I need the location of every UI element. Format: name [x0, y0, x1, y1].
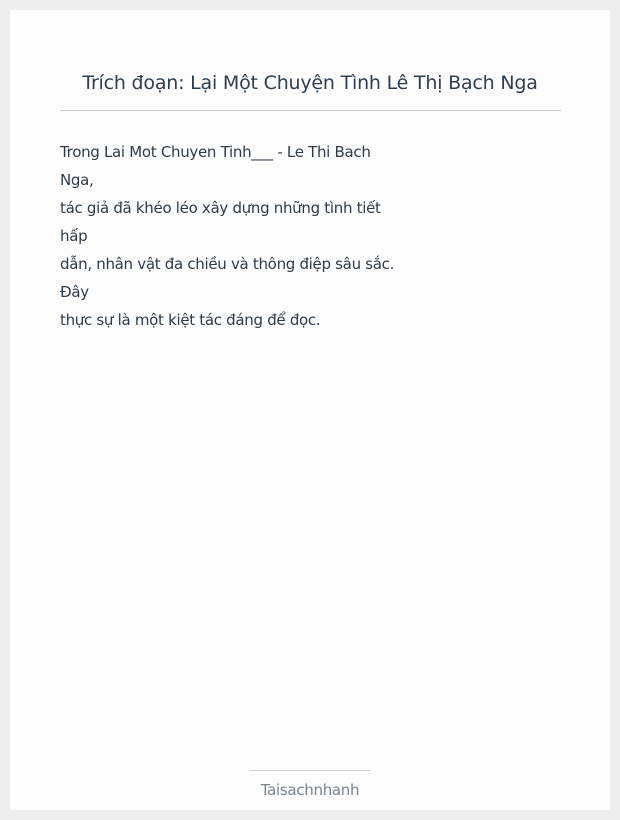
excerpt-line: hấp	[60, 227, 88, 245]
footer-divider	[250, 770, 371, 771]
title-divider	[60, 110, 561, 111]
excerpt-line: thực sự là một kiệt tác đáng để đọc.	[60, 311, 321, 329]
excerpt-line: Trong Lai Mot Chuyen Tinh___ - Le Thi Bach	[60, 143, 371, 161]
document-title: Trích đoạn: Lại Một Chuyện Tình Lê Thị Bạch Nga	[82, 72, 538, 94]
footer-site-name: Taisachnhanh	[260, 781, 360, 799]
excerpt-line: tác giả đã khéo léo xây dựng những tình tiết	[60, 199, 381, 217]
excerpt-line: Nga,	[60, 171, 94, 189]
excerpt-line: dẫn, nhân vật đa chiều và thông điệp sâu sắc.	[60, 255, 395, 273]
document-page	[10, 10, 610, 810]
excerpt-body	[60, 138, 394, 334]
excerpt-line: Đây	[60, 283, 89, 301]
